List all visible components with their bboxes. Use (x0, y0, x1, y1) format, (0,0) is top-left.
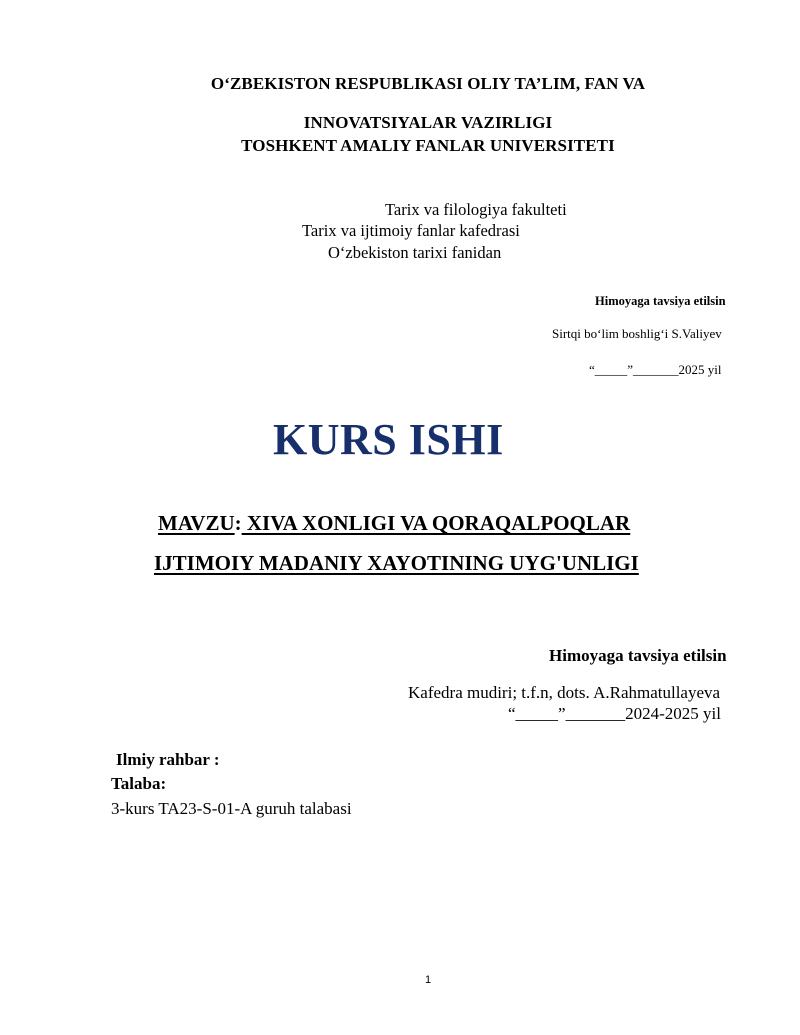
topic-prefix: MAVZU (158, 511, 235, 535)
approval-bottom-date: “_____”_______2024-2025 yil (508, 704, 721, 723)
approval-top-label: Himoyaga tavsiya etilsin (595, 294, 726, 308)
approval-top-date: “_____”_______2025 yil (589, 362, 722, 377)
department-name: Tarix va ijtimoiy fanlar kafedrasi (302, 221, 520, 240)
faculty-name: Tarix va filologiya fakulteti (385, 200, 567, 219)
university-name: TOSHKENT AMALIY FANLAR UNIVERSITETI (241, 136, 615, 155)
topic-line-1 (158, 511, 630, 536)
document-title: KURS ISHI (273, 415, 504, 464)
topic-colon: : (234, 511, 242, 535)
topic-line-2: IJTIMOIY MADANIY XAYOTINING UYG'UNLIGI (154, 551, 639, 575)
ministry-line-2: INNOVATSIYALAR VAZIRLIGI (303, 113, 553, 132)
approval-bottom-signer: Kafedra mudiri; t.f.n, dots. A.Rahmatullayeva (408, 683, 721, 702)
ministry-line-1: O‘ZBEKISTON RESPUBLIKASI OLIY TA’LIM, FAN VA (210, 74, 646, 93)
student-label: Talaba: (111, 774, 167, 793)
page-number: 1 (425, 974, 432, 986)
approval-top-signer: Sirtqi bo‘lim boshlig‘i S.Valiyev (552, 326, 722, 341)
subject-name: O‘zbekiston tarixi fanidan (328, 243, 502, 262)
supervisor-label: Ilmiy rahbar : (116, 750, 220, 769)
student-group: 3-kurs TA23-S-01-A guruh talabasi (111, 799, 352, 818)
topic-text-1: XIVA XONLIGI VA QORAQALPOQLAR (241, 511, 631, 535)
approval-bottom-label: Himoyaga tavsiya etilsin (549, 646, 727, 665)
